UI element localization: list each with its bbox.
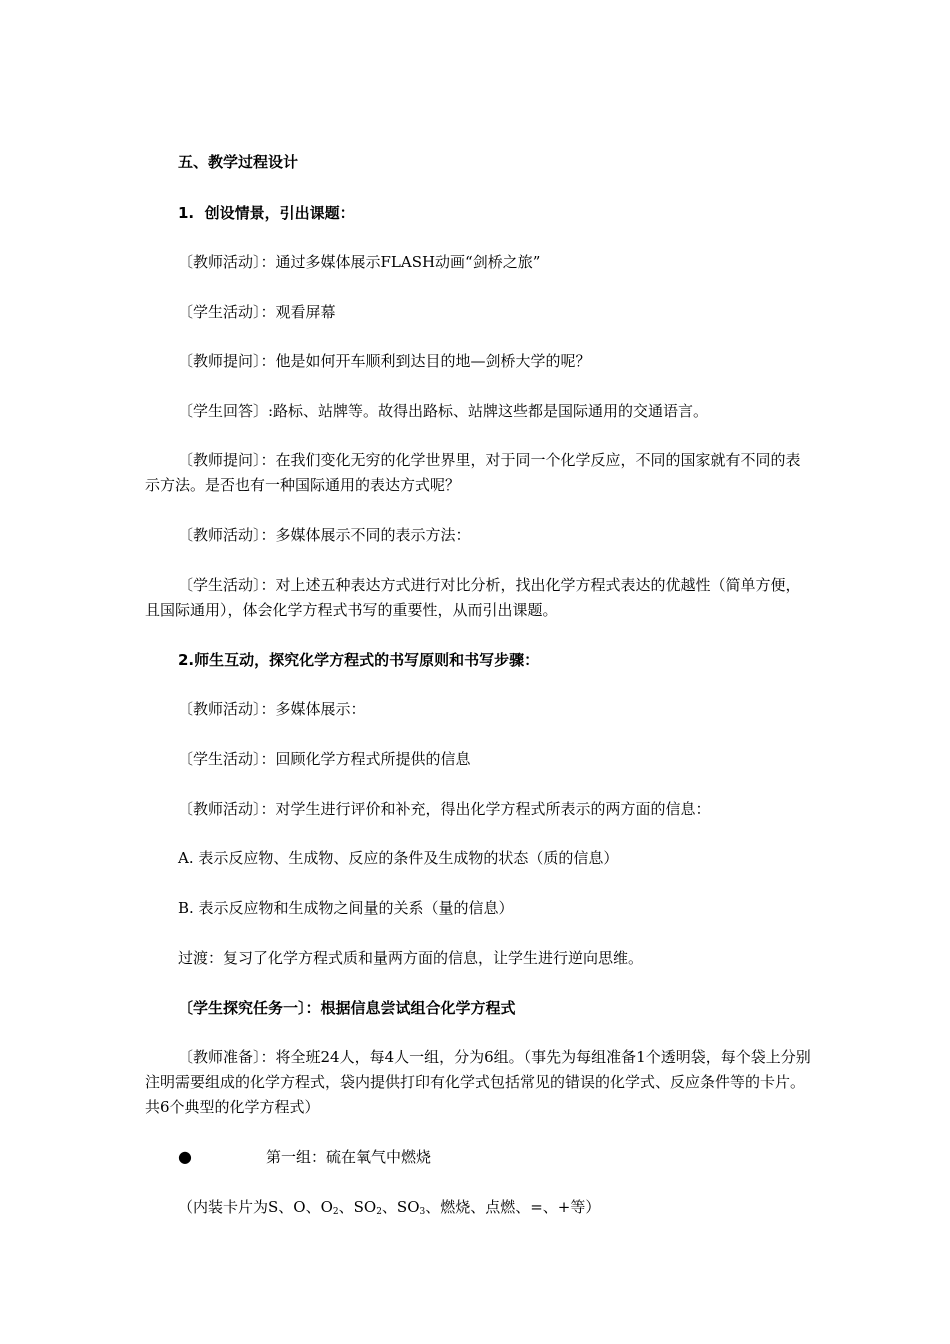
paragraph-student-answer: 〔学生回答〕:路标、站牌等。故得出路标、站牌这些都是国际通用的交通语言。 bbox=[178, 402, 709, 420]
paragraph-cards bbox=[178, 1195, 600, 1224]
bullet-icon: ● bbox=[178, 1147, 192, 1166]
paragraph-transition: 过渡：复习了化学方程式质和量两方面的信息，让学生进行逆向思维。 bbox=[178, 949, 644, 967]
paragraph-teacher-preparation: 〔教师准备〕：将全班24人，每4人一组，分为6组。（事先为每组准备1个透明袋，每个袋上分别注明需要组成的化学方程式，袋内提供打印有化学式包括常见的错误的化学式、反应条件等的卡片。共6个典型的化学方程式） bbox=[145, 1048, 811, 1116]
paragraph-teacher-activity-2: 〔教师活动〕：多媒体展示不同的表示方法： bbox=[178, 526, 471, 544]
cards-mid-2: 、SO bbox=[381, 1198, 420, 1216]
step2-title: 2.师生互动，探究化学方程式的书写原则和书写步骤： bbox=[178, 651, 540, 669]
paragraph-teacher-activity-4: 〔教师活动〕：对学生进行评价和补充，得出化学方程式所表示的两方面的信息： bbox=[178, 800, 711, 818]
paragraph-teacher-question-2: 〔教师提问〕：在我们变化无穷的化学世界里，对于同一个化学反应，不同的国家就有不同的表示方法。是否也有一种国际通用的表达方式呢？ bbox=[145, 451, 801, 494]
list-item-b: B. 表示反应物和生成物之间量的关系（量的信息） bbox=[178, 899, 514, 917]
cards-prefix: （内装卡片为S、O、O bbox=[178, 1198, 333, 1216]
paragraph-teacher-activity-1: 〔教师活动〕：通过多媒体展示FLASH动画“剑桥之旅” bbox=[178, 253, 541, 271]
cards-suffix: 、燃烧、点燃、=、+等） bbox=[425, 1198, 601, 1216]
paragraph-student-activity-2: 〔学生活动〕：对上述五种表达方式进行对比分析，找出化学方程式表达的优越性（简单方便，且国际通用），体会化学方程式书写的重要性，从而引出课题。 bbox=[145, 576, 801, 619]
paragraph-student-activity-1: 〔学生活动〕：观看屏幕 bbox=[178, 303, 336, 321]
paragraph-teacher-activity-3: 〔教师活动〕：多媒体展示： bbox=[178, 700, 366, 718]
paragraph-teacher-question-1: 〔教师提问〕：他是如何开车顺利到达目的地—剑桥大学的呢？ bbox=[178, 352, 591, 370]
paragraph-student-activity-3: 〔学生活动〕：回顾化学方程式所提供的信息 bbox=[178, 750, 471, 768]
step1-title: 1. 创设情景，引出课题： bbox=[178, 204, 355, 222]
cards-sub-1: 2 bbox=[332, 1207, 339, 1217]
task1-title: 〔学生探究任务一〕：根据信息尝试组合化学方程式 bbox=[178, 999, 516, 1017]
cards-mid-1: 、SO bbox=[338, 1198, 377, 1216]
cards-sub-3: 3 bbox=[419, 1207, 426, 1217]
list-item-a: A. 表示反应物、生成物、反应的条件及生成物的状态（质的信息） bbox=[178, 849, 619, 867]
cards-sub-2: 2 bbox=[376, 1207, 382, 1217]
bullet-group-1: 第一组：硫在氧气中燃烧 bbox=[266, 1148, 432, 1166]
section-title: 五、教学过程设计 bbox=[178, 153, 299, 171]
